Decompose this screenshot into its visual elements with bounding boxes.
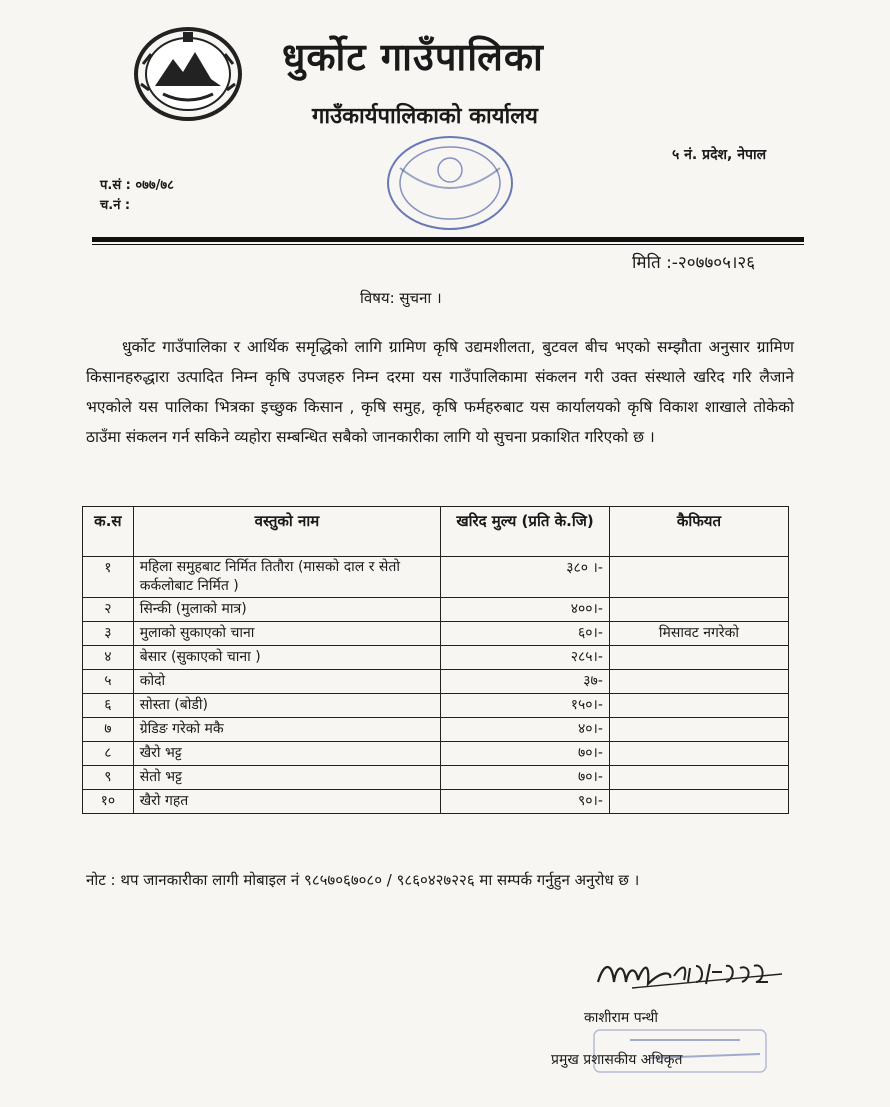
header-rule-thick bbox=[92, 237, 804, 242]
row-sn: ७ bbox=[83, 718, 134, 742]
ps-number: प.सं : ०७७/७८ bbox=[100, 178, 174, 193]
table-row bbox=[83, 766, 789, 790]
row-price: २८५।- bbox=[441, 646, 610, 670]
cn-number: च.नं : bbox=[100, 198, 131, 213]
signer-title: प्रमुख प्रशासकीय अधिकृत bbox=[551, 1052, 683, 1068]
row-item-name: सिन्की (मुलाको मात्र) bbox=[133, 598, 440, 622]
reference-block bbox=[100, 176, 174, 216]
table-row bbox=[83, 694, 789, 718]
table-row bbox=[83, 598, 789, 622]
row-price: ३८० ।- bbox=[441, 557, 610, 598]
nepal-emblem-icon bbox=[133, 24, 243, 122]
header-item-name: वस्तुको नाम bbox=[133, 507, 440, 557]
row-remark bbox=[609, 598, 788, 622]
row-sn: २ bbox=[83, 598, 134, 622]
header-rule-thin bbox=[92, 244, 804, 245]
row-sn: १ bbox=[83, 557, 134, 598]
table-row bbox=[83, 622, 789, 646]
row-sn: ६ bbox=[83, 694, 134, 718]
row-item-name: खैरो भट्ट bbox=[133, 742, 440, 766]
row-remark bbox=[609, 790, 788, 814]
row-item-name: महिला समुहबाट निर्मित तितौरा (मासको दाल र सेतो कर्कलोबाट निर्मित ) bbox=[133, 557, 440, 598]
row-price: ३७- bbox=[441, 670, 610, 694]
office-stamp bbox=[380, 128, 520, 238]
row-remark bbox=[609, 742, 788, 766]
row-sn: १० bbox=[83, 790, 134, 814]
row-remark bbox=[609, 646, 788, 670]
row-remark bbox=[609, 694, 788, 718]
notice-date: मिति :-२०७७०५।२६ bbox=[632, 253, 756, 273]
table-row bbox=[83, 646, 789, 670]
table-row bbox=[83, 718, 789, 742]
header-price: खरिद मुल्य (प्रति के.जि) bbox=[441, 507, 610, 557]
row-remark bbox=[609, 557, 788, 598]
row-item-name: मुलाको सुकाएको चाना bbox=[133, 622, 440, 646]
row-remark bbox=[609, 718, 788, 742]
row-item-name: कोदो bbox=[133, 670, 440, 694]
row-price: १५०।- bbox=[441, 694, 610, 718]
row-sn: ४ bbox=[83, 646, 134, 670]
row-sn: ५ bbox=[83, 670, 134, 694]
row-price: ९०।- bbox=[441, 790, 610, 814]
contact-note: नोट : थप जानकारीका लागी मोबाइल नं ९८५७०६७०८० / ९८६०४२७२२६ मा सम्पर्क गर्नुहुन अनुरोध छ । bbox=[86, 871, 640, 889]
row-price: ७०।- bbox=[441, 766, 610, 790]
table-row bbox=[83, 670, 789, 694]
row-price: ४०।- bbox=[441, 718, 610, 742]
row-price: ७०।- bbox=[441, 742, 610, 766]
row-sn: ९ bbox=[83, 766, 134, 790]
row-item-name: ग्रेडिङ गरेको मकै bbox=[133, 718, 440, 742]
price-table bbox=[82, 506, 789, 814]
row-item-name: सोस्ता (बोडी) bbox=[133, 694, 440, 718]
row-item-name: सेतो भट्ट bbox=[133, 766, 440, 790]
handwritten-signature bbox=[592, 948, 792, 998]
row-price: ६०।- bbox=[441, 622, 610, 646]
table-header-row bbox=[83, 507, 789, 557]
row-item-name: बेसार (सुकाएको चाना ) bbox=[133, 646, 440, 670]
office-subtitle: गाउँकार्यपालिकाको कार्यालय bbox=[312, 104, 538, 129]
row-remark bbox=[609, 766, 788, 790]
row-sn: ३ bbox=[83, 622, 134, 646]
notice-body: धुर्कोट गाउँपालिका र आर्थिक समृद्धिको लागि ग्रामिण कृषि उद्यमशीलता, बुटवल बीच भएको सम्झौता अनुसार ग्रामिण किसानहरुद्धारा उत्पादित निम्न कृषि उपजहरु निम्न दरमा यस गाउँपालिकामा संकलन गरी उक्त संस्थाले खरिद गरि लैजाने भएकोले यस पालिका भित्रका इच्छुक किसान , कृषि समुह, कृषि फर्महरुबाट यस कार्यालयको कृषि विकाश शाखाले तोकेको ठाउँमा संकलन गर्न सकिने व्यहोरा सम्बन्धित सबैको जानकारीका लागि यो सुचना प्रकाशित गरिएको छ । bbox=[86, 338, 794, 446]
row-price: ४००।- bbox=[441, 598, 610, 622]
table-row bbox=[83, 790, 789, 814]
notice-subject: विषय: सुचना । bbox=[360, 289, 442, 307]
row-item-name: खैरो गहत bbox=[133, 790, 440, 814]
signer-name: काशीराम पन्थी bbox=[584, 1010, 658, 1026]
province-label: ५ नं. प्रदेश, नेपाल bbox=[672, 147, 767, 163]
row-sn: ८ bbox=[83, 742, 134, 766]
table-row bbox=[83, 557, 789, 598]
row-remark bbox=[609, 670, 788, 694]
table-row bbox=[83, 742, 789, 766]
header-sn: क.स bbox=[83, 507, 134, 557]
header-remarks: कैफियत bbox=[609, 507, 788, 557]
municipality-title: धुर्कोट गाउँपालिका bbox=[282, 35, 544, 79]
row-remark: मिसावट नगरेको bbox=[609, 622, 788, 646]
